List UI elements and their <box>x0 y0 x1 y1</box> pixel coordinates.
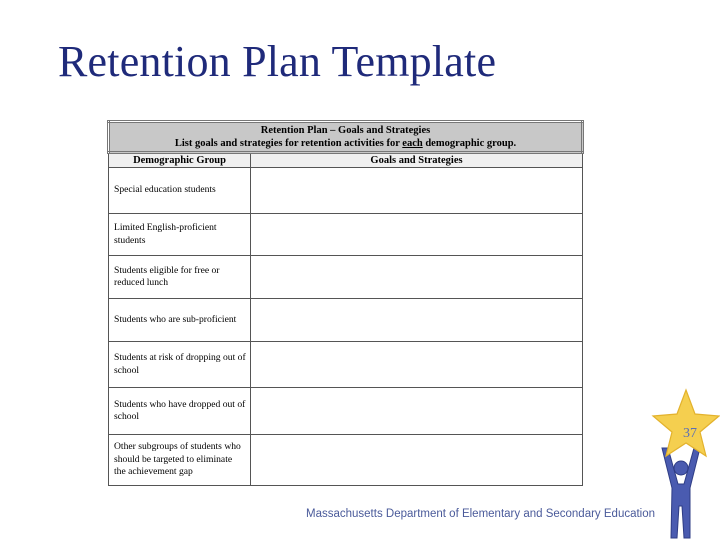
retention-plan-table <box>107 120 584 486</box>
footer-organization: Massachusetts Department of Elementary and Secondary Education <box>306 508 656 520</box>
demographic-group-cell: Students eligible for free or reduced lunch <box>109 256 251 299</box>
goals-strategies-cell[interactable] <box>251 342 583 388</box>
table-header-row <box>109 122 583 153</box>
table-row <box>109 256 583 299</box>
table-row <box>109 435 583 486</box>
table-header <box>109 122 583 153</box>
column-header-goals-and-strategies: Goals and Strategies <box>251 153 583 168</box>
demographic-group-cell: Limited English-proficient students <box>109 214 251 256</box>
table-row <box>109 168 583 214</box>
column-header-row <box>109 153 583 168</box>
table-header-title: Retention Plan – Goals and Strategies <box>260 125 431 136</box>
goals-strategies-cell[interactable] <box>251 214 583 256</box>
demographic-group-cell: Special education students <box>109 168 251 214</box>
person-figure <box>662 448 700 538</box>
page-title: Retention Plan Template <box>58 37 497 86</box>
table-header-instructions: List goals and strategies for retention activities for each demographic group. <box>174 138 517 149</box>
demographic-group-cell: Students who are sub-proficient <box>109 299 251 342</box>
goals-strategies-cell[interactable] <box>251 435 583 486</box>
goals-strategies-cell[interactable] <box>251 388 583 435</box>
demographic-group-cell: Students at risk of dropping out of school <box>109 342 251 388</box>
star-icon <box>653 390 719 456</box>
table-row <box>109 299 583 342</box>
column-header-demographic-group: Demographic Group <box>109 153 251 168</box>
table-row <box>109 388 583 435</box>
table-row <box>109 214 583 256</box>
person-holding-star-icon <box>648 388 720 540</box>
emphasis-each: each <box>402 138 423 149</box>
goals-strategies-cell[interactable] <box>251 256 583 299</box>
demographic-group-cell: Other subgroups of students who should be targeted to eliminate the achievement gap <box>109 435 251 486</box>
table-row <box>109 342 583 388</box>
goals-strategies-cell[interactable] <box>251 299 583 342</box>
demographic-group-cell: Students who have dropped out of school <box>109 388 251 435</box>
goals-strategies-cell[interactable] <box>251 168 583 214</box>
page-number: 37 <box>683 426 697 441</box>
